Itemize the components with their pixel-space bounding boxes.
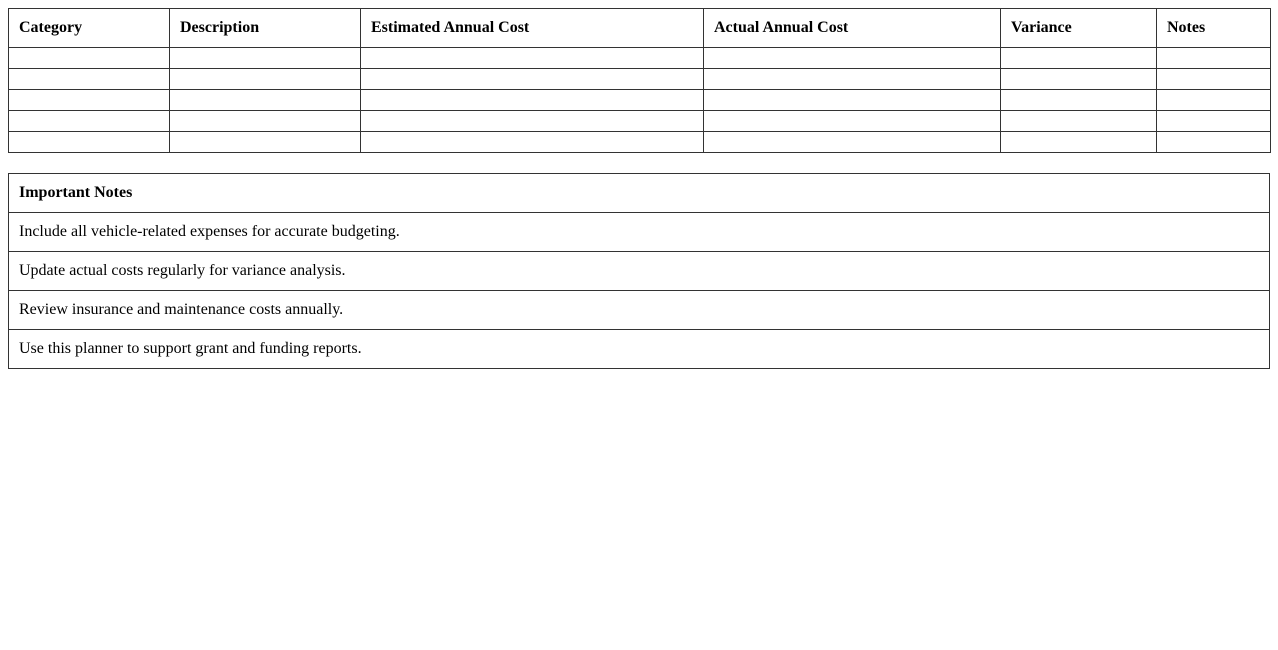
notes-header-row bbox=[9, 174, 1270, 213]
list-item bbox=[9, 213, 1270, 252]
table-cell[interactable] bbox=[9, 69, 170, 90]
note-text: Use this planner to support grant and funding reports. bbox=[9, 330, 1270, 369]
note-text: Include all vehicle-related expenses for accurate budgeting. bbox=[9, 213, 1270, 252]
list-item bbox=[9, 330, 1270, 369]
table-row bbox=[9, 90, 1271, 111]
table-cell[interactable] bbox=[1157, 69, 1271, 90]
column-header-notes: Notes bbox=[1157, 9, 1271, 48]
table-row bbox=[9, 69, 1271, 90]
table-cell[interactable] bbox=[1001, 90, 1157, 111]
table-cell[interactable] bbox=[170, 132, 361, 153]
table-cell[interactable] bbox=[1001, 48, 1157, 69]
important-notes-heading: Important Notes bbox=[9, 174, 1270, 213]
table-cell[interactable] bbox=[170, 48, 361, 69]
table-row bbox=[9, 111, 1271, 132]
column-header-variance: Variance bbox=[1001, 9, 1157, 48]
column-header-estimated-annual-cost: Estimated Annual Cost bbox=[361, 9, 704, 48]
table-cell[interactable] bbox=[1157, 132, 1271, 153]
table-cell[interactable] bbox=[9, 111, 170, 132]
table-cell[interactable] bbox=[1157, 111, 1271, 132]
table-cell[interactable] bbox=[9, 90, 170, 111]
table-cell[interactable] bbox=[361, 90, 704, 111]
important-notes-table bbox=[8, 173, 1270, 369]
table-row bbox=[9, 48, 1271, 69]
header-row bbox=[9, 9, 1271, 48]
table-cell[interactable] bbox=[1001, 111, 1157, 132]
table-cell[interactable] bbox=[704, 111, 1001, 132]
table-cell[interactable] bbox=[361, 111, 704, 132]
note-text: Update actual costs regularly for variance analysis. bbox=[9, 252, 1270, 291]
table-cell[interactable] bbox=[361, 132, 704, 153]
list-item bbox=[9, 291, 1270, 330]
table-cell[interactable] bbox=[170, 90, 361, 111]
table-cell[interactable] bbox=[704, 48, 1001, 69]
table-cell[interactable] bbox=[1157, 48, 1271, 69]
table-cell[interactable] bbox=[704, 90, 1001, 111]
table-row bbox=[9, 132, 1271, 153]
note-text: Review insurance and maintenance costs annually. bbox=[9, 291, 1270, 330]
table-cell[interactable] bbox=[704, 132, 1001, 153]
budget-table bbox=[8, 8, 1271, 153]
table-cell[interactable] bbox=[361, 48, 704, 69]
table-cell[interactable] bbox=[170, 69, 361, 90]
table-cell[interactable] bbox=[361, 69, 704, 90]
list-item bbox=[9, 252, 1270, 291]
table-cell[interactable] bbox=[704, 69, 1001, 90]
table-cell[interactable] bbox=[1001, 69, 1157, 90]
table-cell[interactable] bbox=[9, 48, 170, 69]
column-header-category: Category bbox=[9, 9, 170, 48]
column-header-description: Description bbox=[170, 9, 361, 48]
table-cell[interactable] bbox=[1157, 90, 1271, 111]
table-cell[interactable] bbox=[1001, 132, 1157, 153]
table-cell[interactable] bbox=[170, 111, 361, 132]
table-cell[interactable] bbox=[9, 132, 170, 153]
column-header-actual-annual-cost: Actual Annual Cost bbox=[704, 9, 1001, 48]
